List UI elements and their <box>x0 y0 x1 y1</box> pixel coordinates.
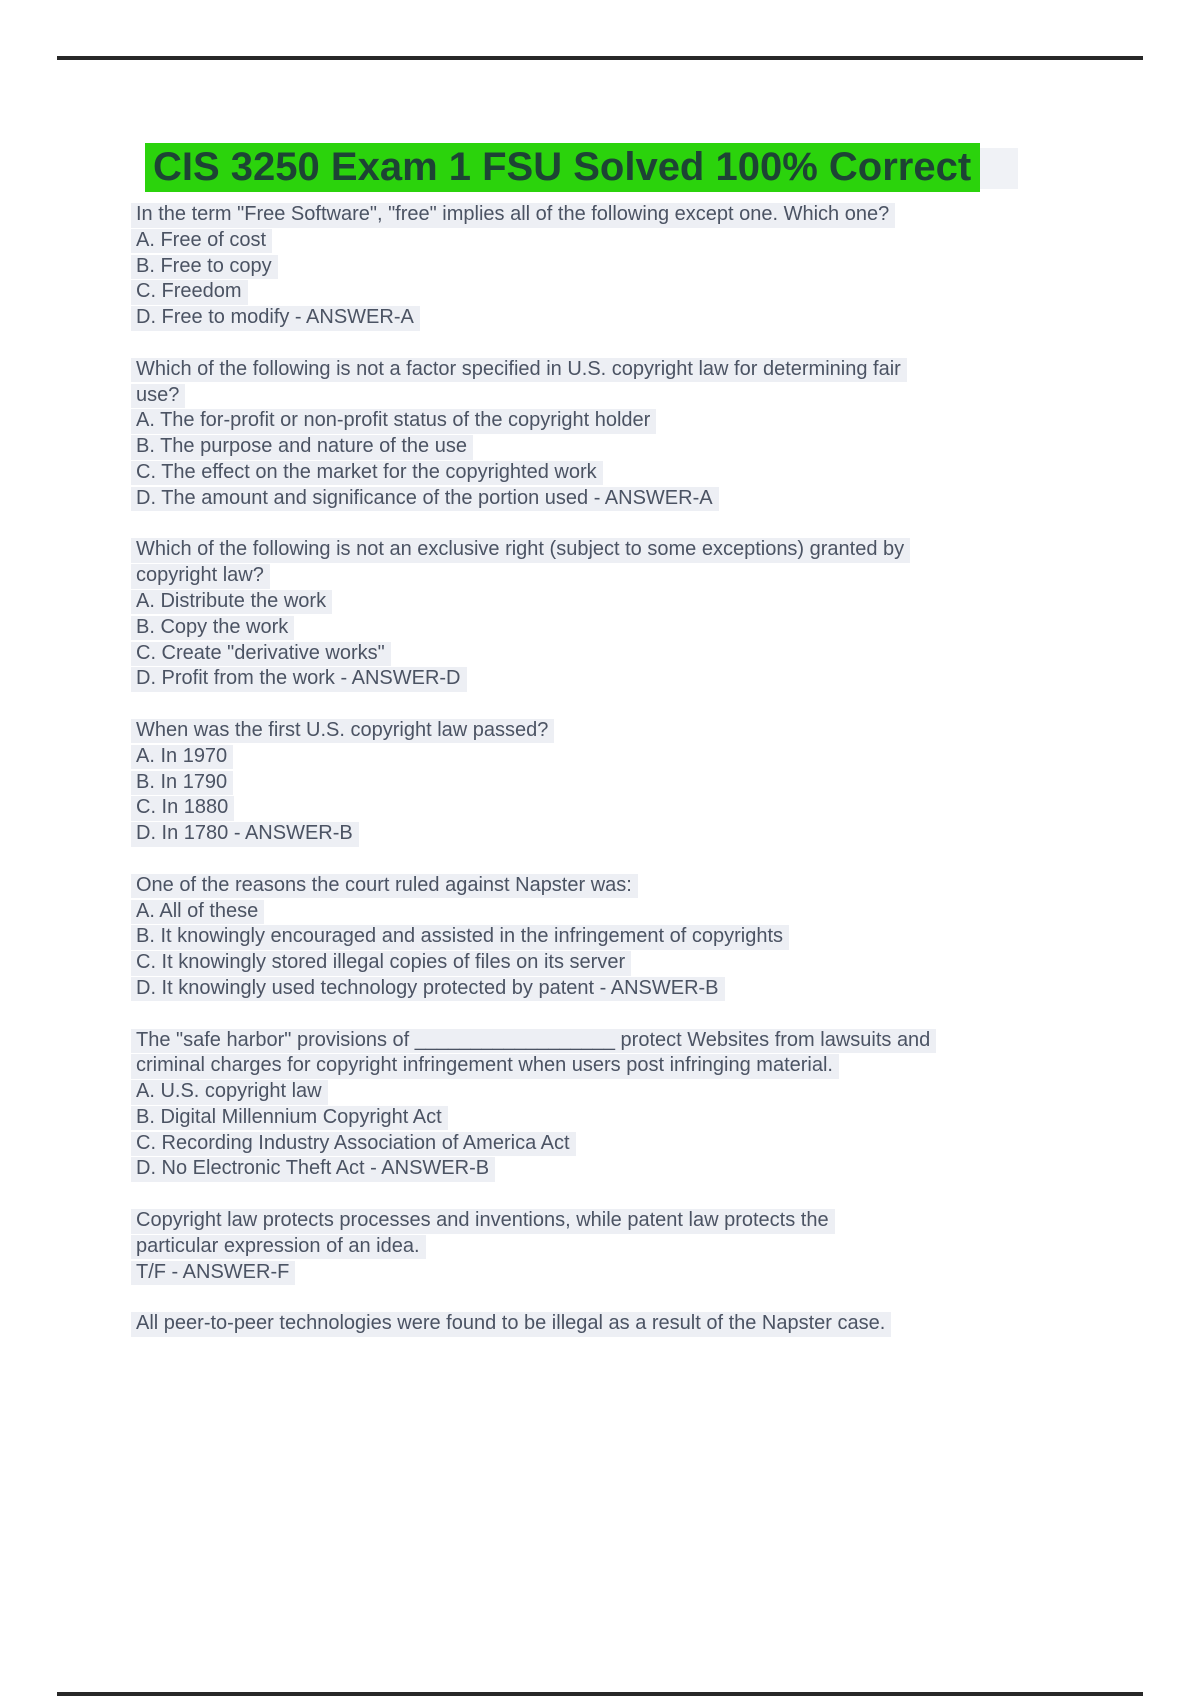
text-line <box>131 409 1081 435</box>
question-block <box>131 538 1081 693</box>
text-line <box>131 796 1081 822</box>
question-block <box>131 1029 1081 1184</box>
text-line-highlight: In the term "Free Software", "free" implies all of the following except one. Which one? <box>131 203 895 228</box>
text-line-highlight: C. In 1880 <box>131 796 234 821</box>
text-line <box>131 822 1081 848</box>
text-line <box>131 255 1081 281</box>
text-line-highlight: B. It knowingly encouraged and assisted in the infringement of copyrights <box>131 925 789 950</box>
text-line <box>131 1261 1081 1287</box>
question-block <box>131 1209 1081 1286</box>
text-line-highlight: D. Profit from the work - ANSWER-D <box>131 667 467 692</box>
text-line <box>131 590 1081 616</box>
text-line-highlight: The "safe harbor" provisions of __________________ protect Websites from lawsuits and <box>131 1029 936 1054</box>
question-block <box>131 203 1081 332</box>
text-line <box>131 925 1081 951</box>
text-line <box>131 229 1081 255</box>
text-line <box>131 745 1081 771</box>
text-line <box>131 1106 1081 1132</box>
text-line-highlight: D. Free to modify - ANSWER-A <box>131 306 420 331</box>
text-line-highlight: D. No Electronic Theft Act - ANSWER-B <box>131 1157 495 1182</box>
text-line-highlight: A. Free of cost <box>131 229 272 254</box>
document-body <box>131 203 1081 1364</box>
text-line-highlight: copyright law? <box>131 564 270 589</box>
text-line-highlight: C. It knowingly stored illegal copies of files on its server <box>131 951 631 976</box>
text-line <box>131 1029 1081 1055</box>
text-line <box>131 384 1081 410</box>
text-line-highlight: B. Free to copy <box>131 255 278 280</box>
text-line <box>131 1209 1081 1235</box>
text-line-highlight: C. Create "derivative works" <box>131 642 391 667</box>
text-line-highlight: particular expression of an idea. <box>131 1235 426 1260</box>
text-line <box>131 306 1081 332</box>
text-line <box>131 538 1081 564</box>
text-line <box>131 1080 1081 1106</box>
text-line <box>131 771 1081 797</box>
text-line <box>131 667 1081 693</box>
text-line <box>131 1132 1081 1158</box>
top-horizontal-rule <box>57 56 1143 60</box>
text-line-highlight: B. Copy the work <box>131 616 294 641</box>
text-line <box>131 280 1081 306</box>
text-line-highlight: criminal charges for copyright infringement when users post infringing material. <box>131 1054 839 1079</box>
text-line <box>131 564 1081 590</box>
text-line-highlight: B. In 1790 <box>131 771 233 796</box>
document-title-wrap <box>145 143 1018 192</box>
text-line-highlight: Copyright law protects processes and inventions, while patent law protects the <box>131 1209 835 1234</box>
text-line <box>131 203 1081 229</box>
text-line <box>131 874 1081 900</box>
text-line-highlight: All peer-to-peer technologies were found to be illegal as a result of the Napster case. <box>131 1312 891 1337</box>
text-line-highlight: One of the reasons the court ruled against Napster was: <box>131 874 638 899</box>
text-line <box>131 1235 1081 1261</box>
text-line-highlight: C. Recording Industry Association of America Act <box>131 1132 576 1157</box>
text-line-highlight: use? <box>131 384 185 409</box>
document-title: CIS 3250 Exam 1 FSU Solved 100% Correct <box>145 143 980 192</box>
text-line <box>131 977 1081 1003</box>
question-block <box>131 874 1081 1003</box>
question-block <box>131 1312 1081 1338</box>
text-line-highlight: When was the first U.S. copyright law passed? <box>131 719 554 744</box>
text-line <box>131 358 1081 384</box>
text-line-highlight: A. Distribute the work <box>131 590 332 615</box>
text-line-highlight: A. U.S. copyright law <box>131 1080 328 1105</box>
text-line-highlight: C. Freedom <box>131 280 248 305</box>
text-line-highlight: T/F - ANSWER-F <box>131 1261 295 1286</box>
text-line-highlight: A. The for-profit or non-profit status of the copyright holder <box>131 409 656 434</box>
text-line-highlight: D. It knowingly used technology protected by patent - ANSWER-B <box>131 977 725 1002</box>
text-line <box>131 719 1081 745</box>
text-line-highlight: C. The effect on the market for the copyrighted work <box>131 461 603 486</box>
text-line <box>131 461 1081 487</box>
text-line-highlight: D. The amount and significance of the portion used - ANSWER-A <box>131 487 719 512</box>
question-block <box>131 358 1081 513</box>
text-line-highlight: A. All of these <box>131 900 264 925</box>
text-line-highlight: B. Digital Millennium Copyright Act <box>131 1106 448 1131</box>
text-line <box>131 435 1081 461</box>
text-line-highlight: B. The purpose and nature of the use <box>131 435 473 460</box>
text-line <box>131 487 1081 513</box>
bottom-horizontal-rule <box>57 1692 1143 1696</box>
text-line <box>131 951 1081 977</box>
question-block <box>131 719 1081 848</box>
text-line-highlight: D. In 1780 - ANSWER-B <box>131 822 359 847</box>
text-line <box>131 616 1081 642</box>
text-line <box>131 1054 1081 1080</box>
title-highlight-tail <box>980 148 1018 189</box>
text-line-highlight: A. In 1970 <box>131 745 233 770</box>
text-line-highlight: Which of the following is not a factor specified in U.S. copyright law for determining fair <box>131 358 907 383</box>
text-line <box>131 900 1081 926</box>
text-line <box>131 642 1081 668</box>
text-line <box>131 1157 1081 1183</box>
text-line-highlight: Which of the following is not an exclusive right (subject to some exceptions) granted by <box>131 538 910 563</box>
text-line <box>131 1312 1081 1338</box>
